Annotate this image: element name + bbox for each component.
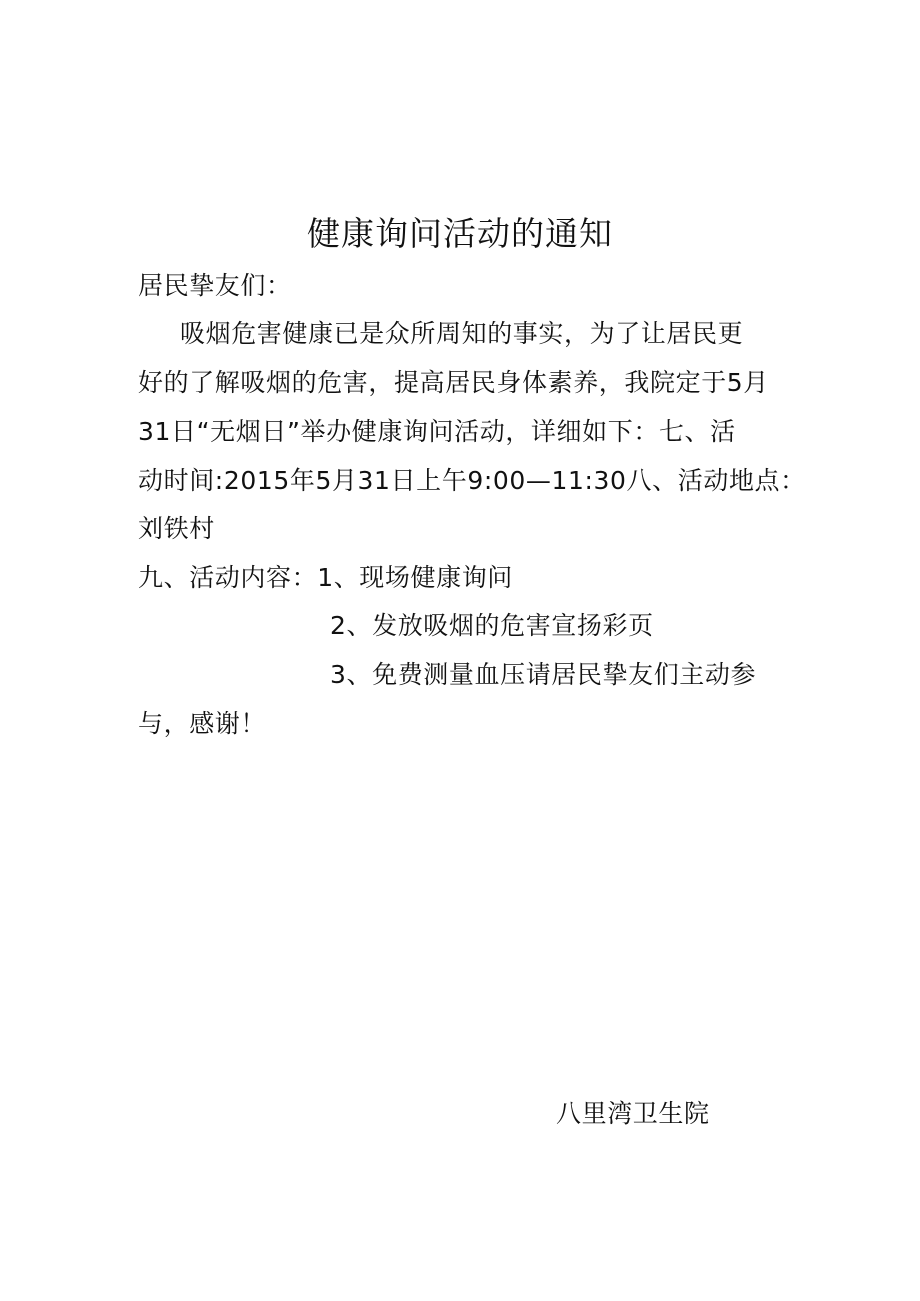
content-item: 3、免费测量血压请居民挚友们主动参	[330, 660, 757, 689]
body-line: 31日“无烟日”举办健康询问活动，详细如下：七、活	[138, 417, 736, 446]
content-item: 2、发放吸烟的危害宣扬彩页	[330, 611, 654, 640]
body-line: 刘铁村	[138, 514, 215, 543]
closing-line: 与，感谢！	[138, 709, 267, 738]
body-line: 吸烟危害健康已是众所周知的事实，为了让居民更	[180, 319, 744, 348]
salutation: 居民挚友们：	[138, 271, 292, 300]
body-line: 动时间:2015年5月31日上午9:00—11:30八、活动地点：	[138, 466, 806, 495]
signature: 八里湾卫生院	[556, 1099, 710, 1128]
document-title: 健康询问活动的通知	[307, 214, 613, 253]
content-heading: 九、活动内容：1、现场健康询问	[138, 563, 513, 592]
body-line: 好的了解吸烟的危害，提高居民身体素养，我院定于5月	[138, 368, 769, 397]
